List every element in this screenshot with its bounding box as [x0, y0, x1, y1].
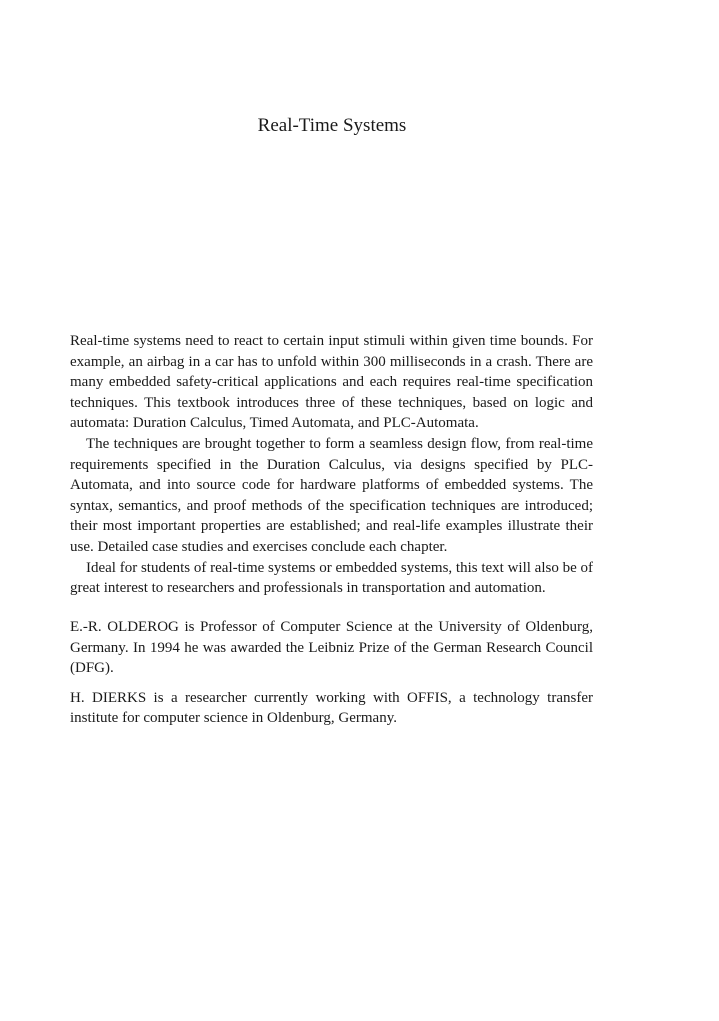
book-title: Real-Time Systems — [257, 115, 407, 136]
description-paragraph: Ideal for students of real-time systems or embedded systems, this text will also be of great interest to researchers and professionals in transportation and automation. — [70, 559, 593, 597]
author-bios — [70, 617, 593, 738]
description-paragraph: The techniques are brought together to form a seamless design flow, from real-time requirements specified in the Duration Calculus, via designs specified by PLC-Automata, and into source code for hardware platforms of embedded systems. The syntax, semantics, and proof methods of the specification techniques are introduced; their most important properties are established; and real-life examples illustrate their use. Detailed case studies and exercises conclude each chapter. — [70, 435, 593, 555]
description-paragraph: Real-time systems need to react to certain input stimuli within given time bounds. For example, an airbag in a car has to unfold within 300 milliseconds in a crash. There are many embedded safety-critical applications and each requires real-time specification techniques. This textbook introduces three of these techniques, based on logic and automata: Duration Calculus, Timed Automata, and PLC-Automata. — [70, 333, 593, 432]
author-bio-dierks: H. DIERKS is a researcher currently working with OFFIS, a technology transfer institute for computer science in Oldenburg, Germany. — [70, 689, 593, 727]
author-bio-olderog: E.-R. OLDEROG is Professor of Computer Science at the University of Oldenburg, Germany. In 1994 he was awarded the Leibniz Prize of the German Research Council (DFG). — [70, 619, 593, 677]
book-description — [70, 331, 593, 599]
